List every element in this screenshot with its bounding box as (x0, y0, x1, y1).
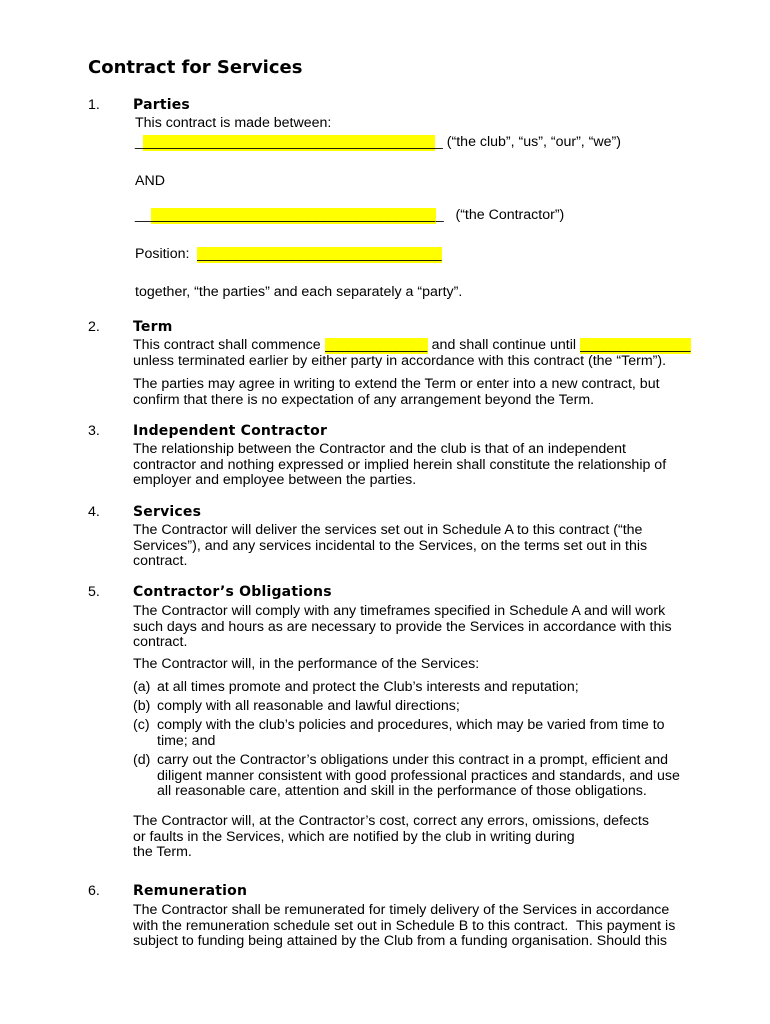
paragraph-line: The Contractor will, in the performance of the Services: (133, 656, 480, 672)
item-marker: (c) (133, 717, 150, 733)
contractor-party-line (135, 208, 564, 224)
contractor-party-label: (“the Contractor”) (455, 207, 565, 223)
paragraph-line: confirm that there is no expectation of any arrangement beyond the Term. (133, 391, 595, 408)
item-line: at all times promote and protect the Club’s interests and reputation; (157, 679, 579, 695)
services-paragraph (133, 523, 647, 570)
obligation-item-d (133, 753, 680, 800)
contractor-line-trail: _ (435, 207, 444, 223)
item-line: all reasonable care, attention and skill in the performance of those obligations. (157, 783, 647, 800)
contractor-name-blank[interactable]: ____________________________________ (150, 208, 435, 223)
obligations-paragraph (133, 604, 672, 651)
obligation-item-a (133, 680, 579, 696)
item-text (157, 753, 680, 800)
paragraph-line: contractor and nothing expressed or implied herein shall constitute the relationship of (133, 456, 667, 473)
item-marker: (b) (133, 698, 151, 714)
position-line (135, 247, 442, 263)
paragraph-line: Services”), and any services incidental to the Services, on the terms set out in this (133, 537, 648, 554)
section-heading: Term (133, 319, 173, 335)
club-name-blank[interactable]: _____________________________________ (142, 135, 435, 150)
position-label: Position: (135, 246, 190, 262)
section-heading: Independent Contractor (133, 423, 328, 439)
start-date-blank[interactable]: _____________ (324, 338, 428, 353)
paragraph-line: together, “the parties” and each separately a “party”. (135, 284, 463, 300)
club-line-lead: _ (135, 134, 143, 150)
club-party-line (135, 135, 621, 151)
paragraph-line: The Contractor shall be remunerated for timely delivery of the Services in accordance (133, 902, 670, 918)
section-number: 3. (88, 423, 100, 439)
corrections-paragraph (133, 814, 649, 861)
item-marker: (a) (133, 679, 151, 695)
item-line: comply with the club’s policies and procedures, which may be varied from time to (157, 717, 665, 733)
independent-contractor-paragraph (133, 442, 666, 489)
document-title: Contract for Services (88, 57, 303, 78)
club-line-trail: _ (434, 134, 443, 150)
paragraph-line: such days and hours as are necessary to provide the Services in accordance with this (133, 618, 672, 635)
paragraph-line: with the remuneration schedule set out in Schedule B to this contract. This payment is (133, 917, 676, 934)
item-line: time; and (157, 732, 216, 749)
term-dates-continuation (133, 354, 666, 370)
item-line: comply with all reasonable and lawful directions; (157, 698, 460, 714)
obligation-item-b (133, 699, 460, 715)
item-text (157, 680, 579, 696)
section-heading: Contractor’s Obligations (133, 584, 332, 600)
remuneration-paragraph (133, 903, 675, 950)
section-header-parties (0, 97, 770, 113)
item-line: diligent manner consistent with good professional practices and standards, and use (157, 767, 680, 784)
paragraph-line: The relationship between the Contractor and the club is that of an independent (133, 441, 626, 457)
item-marker: (d) (133, 752, 151, 768)
section-heading: Parties (133, 97, 190, 113)
section-header-independent-contractor (0, 423, 770, 439)
paragraph-line: employer and employee between the parties. (133, 472, 417, 489)
section-number: 4. (88, 504, 100, 520)
parties-intro (135, 116, 331, 132)
section-number: 5. (88, 584, 100, 600)
term-dates-line (133, 338, 691, 354)
parties-closing (135, 285, 462, 301)
performance-intro (133, 657, 479, 673)
section-heading: Remuneration (133, 883, 248, 899)
paragraph-line: The Contractor will, at the Contractor’s cost, correct any errors, omissions, defects (133, 813, 649, 829)
item-text (157, 699, 460, 715)
section-header-remuneration (0, 883, 770, 899)
end-date-blank[interactable]: ______________ (580, 338, 691, 353)
obligation-item-c (133, 718, 665, 749)
section-header-term (0, 319, 770, 335)
paragraph-line: The Contractor will deliver the services set out in Schedule A to this contract (“the (133, 522, 643, 538)
paragraph-line: The Contractor will comply with any timeframes specified in Schedule A and will work (133, 603, 666, 619)
section-number: 1. (88, 97, 100, 113)
paragraph-line: AND (135, 173, 165, 189)
term-continue-text: and shall continue until (431, 337, 577, 353)
paragraph-line: unless terminated earlier by either party in accordance with this contract (the “Term”). (133, 353, 667, 369)
paragraph-line: contract. (133, 553, 188, 570)
term-commence-text: This contract shall commence (133, 337, 321, 353)
position-blank[interactable]: _______________________________ (196, 247, 442, 262)
paragraph-line: The parties may agree in writing to extend the Term or enter into a new contract, but (133, 376, 660, 392)
paragraph-line: contract. (133, 634, 188, 651)
section-header-obligations (0, 584, 770, 600)
and-separator (135, 174, 165, 190)
paragraph-line: subject to funding being attained by the Club from a funding organisation. Should this (133, 933, 667, 950)
paragraph-line: or faults in the Services, which are notified by the club in writing during (133, 828, 575, 845)
item-line: carry out the Contractor’s obligations under this contract in a prompt, efficient and (157, 752, 669, 768)
paragraph-line: the Term. (133, 844, 192, 861)
item-text (157, 718, 665, 749)
section-header-services (0, 504, 770, 520)
section-heading: Services (133, 504, 202, 520)
club-party-label: (“the club”, “us”, “our”, “we”) (446, 134, 621, 150)
term-extension-paragraph (133, 377, 660, 408)
section-number: 6. (88, 883, 100, 899)
paragraph-line: This contract is made between: (135, 115, 332, 131)
contractor-line-lead: __ (135, 207, 151, 223)
section-number: 2. (88, 319, 100, 335)
